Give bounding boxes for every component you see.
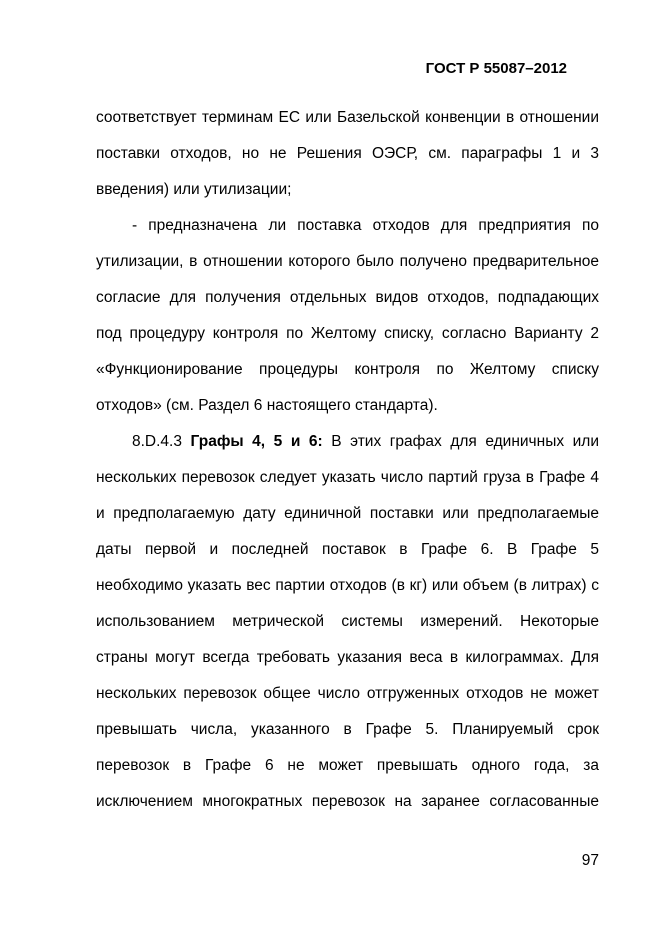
body-text xyxy=(96,100,599,820)
section-text: В этих графах для единичных или xyxy=(331,433,599,450)
text-line: поставки отходов, но не Решения ОЭСР, см. параграфы 1 и 3 xyxy=(96,145,599,162)
text-line: необходимо указать вес партии отходов (в кг) или объем (в литрах) с xyxy=(96,577,599,594)
page-number: 97 xyxy=(581,852,599,869)
section-number: 8.D.4.3 xyxy=(132,433,182,450)
text-line: утилизации, в отношении которого было получено предварительное xyxy=(96,253,599,270)
section-heading: Графы 4, 5 и 6: xyxy=(190,433,323,450)
text-line: исключением многократных перевозок на заранее согласованные xyxy=(96,793,599,810)
text-line: страны могут всегда требовать указания веса в килограммах. Для xyxy=(96,649,599,666)
text-line: и предполагаемую дату единичной поставки или предполагаемые xyxy=(96,505,599,522)
text-line: - предназначена ли поставка отходов для предприятия по xyxy=(132,217,599,234)
text-line: соответствует терминам ЕС или Базельской конвенции в отношении xyxy=(96,109,599,126)
section-first-line xyxy=(96,424,599,460)
text-line: перевозок в Графе 6 не может превышать одного года, за xyxy=(96,757,599,774)
text-line: даты первой и последней поставок в Графе 6. В Графе 5 xyxy=(96,541,599,558)
text-line: согласие для получения отдельных видов отходов, подпадающих xyxy=(96,289,599,306)
text-line: использованием метрической системы измерений. Некоторые xyxy=(96,613,599,630)
text-line: нескольких перевозок следует указать число партий груза в Графе 4 xyxy=(96,469,599,486)
text-line: отходов» (см. Раздел 6 настоящего стандарта). xyxy=(96,397,438,414)
text-line: превышать числа, указанного в Графе 5. Планируемый срок xyxy=(96,721,599,738)
text-line: нескольких перевозок общее число отгруженных отходов не может xyxy=(96,685,599,702)
text-line: под процедуру контроля по Желтому списку, согласно Варианту 2 xyxy=(96,325,599,342)
text-line: «Функционирование процедуры контроля по Желтому списку xyxy=(96,361,599,378)
text-line: введения) или утилизации; xyxy=(96,181,292,198)
standard-header: ГОСТ Р 55087–2012 xyxy=(425,60,567,77)
